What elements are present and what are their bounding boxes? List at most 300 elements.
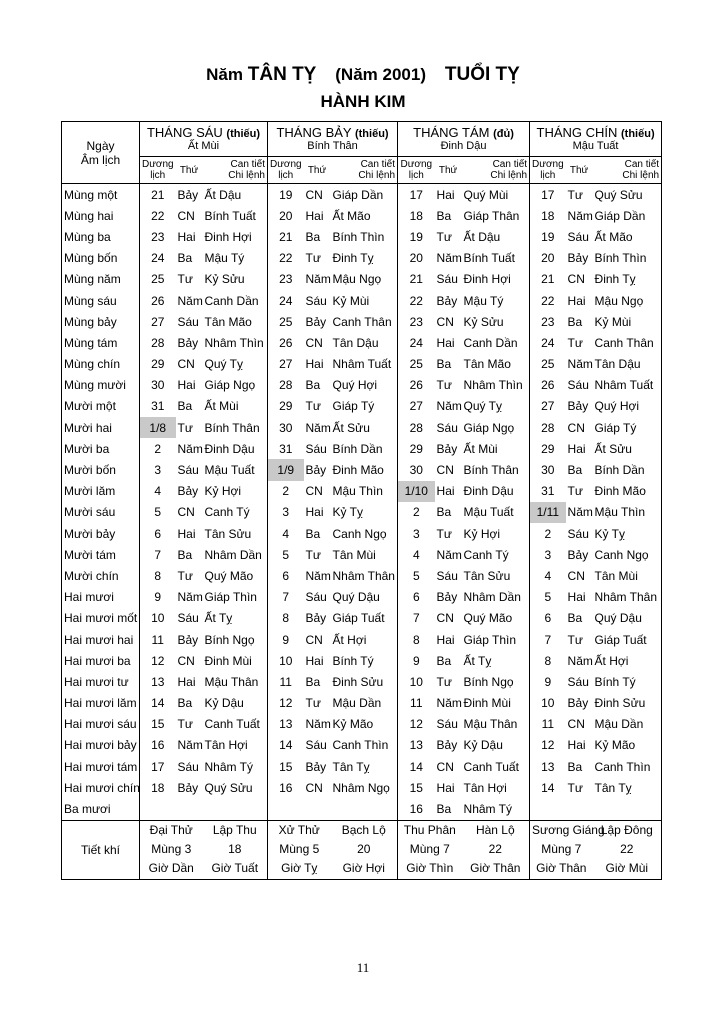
tiet-khi-entry — [530, 820, 605, 879]
solar-date: 28 — [140, 332, 176, 353]
can-chi: Mậu Tuất — [463, 505, 514, 520]
can-chi: Đinh Sửu — [332, 674, 384, 689]
table-row — [62, 587, 662, 608]
can-chi: Đinh Tỵ — [332, 251, 374, 266]
solar-date: 12 — [398, 714, 435, 735]
weekday: Bảy — [177, 187, 199, 202]
solar-date: 29 — [268, 396, 304, 417]
weekday: CN — [436, 314, 454, 329]
tiet-khi-hour: Giờ Tỵ — [281, 861, 318, 876]
weekday: Hai — [305, 208, 324, 223]
can-chi: Bính Thìn — [594, 251, 647, 266]
can-chi: Nhâm Thân — [332, 568, 395, 583]
weekday: Tư — [305, 696, 321, 711]
tiet-khi-hour: Giờ Tuất — [211, 861, 259, 876]
can-chi: Canh Tý — [204, 505, 250, 520]
weekday: Bảy — [567, 547, 589, 562]
solar-date: 18 — [140, 777, 176, 798]
solar-date: 22 — [268, 248, 304, 269]
solar-date: 11 — [530, 714, 566, 735]
lunar-day-label: Mùng chín — [64, 357, 121, 372]
weekday: Hai — [305, 357, 324, 372]
weekday: Tư — [567, 484, 583, 499]
lunar-day-label: Mùng bảy — [64, 314, 117, 329]
weekday: Hai — [567, 590, 586, 605]
lunar-day-label: Hai mươi tư — [64, 674, 129, 689]
can-chi: Tân Mão — [204, 314, 252, 329]
can-chi — [593, 798, 662, 820]
can-chi: Nhâm Thân — [594, 590, 658, 605]
weekday: Tư — [567, 187, 583, 202]
solar-date: 5 — [530, 587, 566, 608]
solar-date: 31 — [530, 481, 566, 502]
can-chi: Ất Hợi — [332, 632, 367, 647]
weekday: Bảy — [436, 590, 458, 605]
weekday: Ba — [436, 208, 452, 223]
solar-date: 6 — [530, 608, 566, 629]
weekday: Sáu — [177, 611, 199, 626]
weekday: Năm — [436, 399, 462, 414]
subheader-duong-lich: Dương lịch — [140, 157, 176, 184]
tiet-khi-entry — [331, 820, 398, 879]
can-chi: Nhâm Tuất — [332, 357, 392, 372]
tiet-khi-hour: Giờ Mùi — [605, 861, 649, 876]
solar-date: 27 — [268, 354, 304, 375]
can-chi: Giáp Tuất — [332, 611, 385, 626]
solar-date: 9 — [398, 650, 435, 671]
table-row — [62, 481, 662, 502]
table-row — [62, 735, 662, 756]
can-chi: Giáp Dần — [332, 187, 384, 202]
can-chi: Giáp Dần — [594, 208, 646, 223]
can-chi: Canh Thìn — [594, 759, 651, 774]
month-can-chi-6: Ất Mùi — [140, 140, 268, 157]
weekday: CN — [567, 717, 585, 732]
page-number: 11 — [356, 960, 370, 975]
weekday: Hai — [567, 441, 586, 456]
weekday: Bảy — [436, 441, 458, 456]
solar-date: 20 — [398, 248, 435, 269]
can-chi: Giáp Tý — [594, 420, 637, 435]
weekday: Năm — [436, 251, 462, 266]
weekday: Tư — [436, 674, 452, 689]
weekday: Năm — [177, 293, 203, 308]
solar-date: 15 — [140, 714, 176, 735]
solar-date: 8 — [530, 650, 566, 671]
tiet-khi-day: Mùng 5 — [279, 842, 320, 857]
solar-date: 17 — [530, 184, 566, 206]
solar-date: 27 — [398, 396, 435, 417]
can-chi: Tân Tỵ — [594, 780, 632, 795]
tiet-khi-name: Thu Phân — [403, 823, 456, 838]
can-chi: Mậu Ngọ — [332, 272, 382, 287]
weekday — [304, 798, 331, 820]
can-chi: Tân Dậu — [594, 357, 641, 372]
can-chi: Tân Mùi — [332, 547, 376, 562]
corner-header — [62, 122, 140, 184]
lunar-day-label: Hai mươi hai — [64, 632, 134, 647]
weekday: Bảy — [177, 335, 199, 350]
solar-date: 10 — [140, 608, 176, 629]
lunar-day-label: Hai mươi lăm — [64, 696, 137, 711]
can-chi: Nhâm Ngọ — [332, 780, 390, 795]
weekday: CN — [567, 568, 585, 583]
weekday: CN — [436, 463, 454, 478]
weekday: Bảy — [177, 484, 199, 499]
subheader-duong-lich: Dương lịch — [268, 157, 304, 184]
lunar-day-label: Mười sáu — [64, 505, 116, 520]
weekday: Sáu — [436, 420, 458, 435]
can-chi — [331, 798, 398, 820]
table-row — [62, 184, 662, 206]
subheader-duong-lich: Dương lịch — [530, 157, 566, 184]
weekday: Tư — [177, 420, 193, 435]
weekday — [566, 798, 593, 820]
weekday: Năm — [305, 568, 331, 583]
weekday: Tư — [436, 378, 452, 393]
table-row — [62, 417, 662, 438]
table-row — [62, 248, 662, 269]
can-chi: Kỷ Mão — [594, 738, 636, 753]
weekday: Năm — [177, 441, 203, 456]
can-chi: Kỷ Hợi — [204, 484, 242, 499]
can-chi: Giáp Thìn — [204, 590, 257, 605]
weekday: Ba — [177, 399, 193, 414]
lunar-day-label: Mùng bốn — [64, 251, 118, 266]
solar-date: 6 — [268, 565, 304, 586]
solar-date: 16 — [268, 777, 304, 798]
page-subtitle: HÀNH KIM — [320, 92, 406, 111]
weekday: Ba — [305, 378, 321, 393]
can-chi: Tân Mùi — [594, 568, 638, 583]
lunar-day-label: Hai mươi — [64, 590, 114, 605]
weekday: Bảy — [305, 463, 327, 478]
solar-date: 13 — [268, 714, 304, 735]
solar-date: 4 — [398, 544, 435, 565]
tiet-khi-day: 20 — [357, 842, 371, 857]
solar-date: 30 — [398, 459, 435, 480]
solar-date: 12 — [268, 693, 304, 714]
weekday: Hai — [436, 484, 455, 499]
lunar-day-label: Mùng tám — [64, 335, 118, 350]
subheader-can-chi: Can tiết Chi lệnh — [462, 157, 530, 184]
weekday: CN — [177, 505, 195, 520]
solar-date: 12 — [140, 650, 176, 671]
weekday: Ba — [567, 759, 583, 774]
solar-date: 21 — [530, 269, 566, 290]
tiet-khi-name: Sương Giáng — [532, 823, 605, 838]
can-chi: Canh Tuất — [463, 759, 519, 774]
can-chi: Giáp Thìn — [463, 632, 517, 647]
can-chi: Canh Ngọ — [332, 526, 387, 541]
can-chi: Đinh Mão — [594, 484, 646, 499]
solar-date: 26 — [398, 375, 435, 396]
weekday: Ba — [305, 526, 321, 541]
can-chi: Quý Dậu — [332, 590, 380, 605]
solar-date: 8 — [268, 608, 304, 629]
weekday: Năm — [305, 717, 331, 732]
can-chi: Ất Mùi — [204, 399, 239, 414]
weekday: Sáu — [567, 378, 589, 393]
weekday: Hai — [305, 653, 324, 668]
weekday: Tư — [567, 632, 583, 647]
solar-date — [140, 798, 176, 820]
can-chi: Ất Tỵ — [463, 653, 492, 668]
solar-date: 1/10 — [398, 481, 435, 502]
solar-date: 5 — [268, 544, 304, 565]
can-chi: Kỷ Dậu — [463, 738, 503, 753]
weekday: Ba — [305, 229, 321, 244]
solar-date: 7 — [398, 608, 435, 629]
solar-date: 7 — [140, 544, 176, 565]
solar-date: 6 — [398, 587, 435, 608]
can-chi: Quý Hợi — [594, 399, 640, 414]
solar-date: 23 — [398, 311, 435, 332]
tiet-khi-entry — [462, 820, 530, 879]
weekday: Hai — [436, 780, 455, 795]
weekday: Ba — [177, 251, 193, 266]
solar-date: 3 — [530, 544, 566, 565]
solar-date: 1/11 — [530, 502, 566, 523]
can-chi: Đinh Tỵ — [594, 272, 636, 287]
can-chi: Tân Sửu — [463, 568, 511, 583]
solar-date: 19 — [530, 226, 566, 247]
can-chi: Bính Dần — [332, 441, 383, 456]
can-chi: Quý Sửu — [594, 187, 643, 202]
can-chi: Đinh Hợi — [204, 229, 252, 244]
month-header-8: THÁNG TÁM (đủ) — [398, 122, 530, 141]
weekday: CN — [305, 187, 323, 202]
can-chi: Ất Mùi — [463, 441, 498, 456]
can-chi: Canh Dần — [204, 293, 259, 308]
table-row — [62, 629, 662, 650]
tiet-khi-name: Bạch Lộ — [341, 823, 386, 838]
weekday: Tư — [305, 547, 321, 562]
can-chi: Bính Dần — [594, 463, 645, 478]
weekday: Bảy — [436, 738, 458, 753]
weekday: Hai — [177, 526, 196, 541]
weekday: Năm — [567, 505, 593, 520]
can-chi: Quý Hợi — [332, 378, 378, 393]
lunar-day-label: Mười ba — [64, 441, 110, 456]
weekday: CN — [177, 653, 195, 668]
solar-date: 1/8 — [140, 417, 176, 438]
table-row — [62, 311, 662, 332]
title-tuoi: TUỔI TỴ — [444, 64, 520, 85]
weekday: Năm — [305, 420, 331, 435]
weekday: Sáu — [305, 293, 327, 308]
can-chi: Ất Sửu — [332, 420, 370, 435]
tiet-khi-entry — [593, 820, 662, 879]
can-chi: Nhâm Tý — [204, 759, 253, 774]
can-chi: Mậu Tý — [463, 293, 504, 308]
weekday: Ba — [177, 547, 193, 562]
weekday: Sáu — [436, 717, 458, 732]
can-chi: Mậu Dần — [332, 696, 382, 711]
can-chi: Bính Tý — [594, 674, 636, 689]
solar-date: 19 — [268, 184, 304, 206]
tiet-khi-day: 22 — [620, 842, 634, 857]
solar-date: 23 — [140, 226, 176, 247]
weekday: Tư — [436, 526, 452, 541]
solar-date: 23 — [530, 311, 566, 332]
tiet-khi-entry — [268, 820, 331, 879]
lunar-day-label: Mùng mười — [64, 378, 126, 393]
can-chi: Kỷ Hợi — [463, 526, 501, 541]
corner-line-am-lich: Âm lịch — [80, 152, 121, 167]
solar-date: 23 — [268, 269, 304, 290]
solar-date: 18 — [530, 205, 566, 226]
solar-date: 27 — [140, 311, 176, 332]
can-chi: Quý Mùi — [463, 187, 509, 202]
can-chi: Tân Sửu — [204, 526, 252, 541]
can-chi: Mậu Ngọ — [594, 293, 644, 308]
can-chi: Canh Tuất — [204, 717, 260, 732]
lunar-day-label: Mùng năm — [64, 272, 121, 287]
weekday: Bảy — [305, 611, 327, 626]
solar-date: 10 — [268, 650, 304, 671]
can-chi: Canh Dần — [463, 335, 518, 350]
can-chi: Bính Thân — [463, 463, 519, 478]
can-chi: Kỷ Mùi — [594, 314, 632, 329]
title-nam-label: Năm — [206, 65, 244, 84]
can-chi: Nhâm Dần — [204, 547, 262, 562]
weekday: Hai — [567, 293, 586, 308]
solar-date — [530, 798, 566, 820]
weekday: CN — [305, 632, 323, 647]
can-chi: Ất Sửu — [594, 441, 632, 456]
solar-date: 25 — [268, 311, 304, 332]
tiet-khi-name: Đại Thử — [149, 823, 193, 838]
solar-date: 31 — [140, 396, 176, 417]
lunar-day-label: Mười một — [64, 399, 116, 414]
can-chi: Mậu Thân — [204, 674, 259, 689]
weekday: Hai — [177, 674, 196, 689]
can-chi: Giáp Thân — [463, 208, 520, 223]
solar-date: 21 — [268, 226, 304, 247]
can-chi: Quý Dậu — [594, 611, 642, 626]
can-chi: Tân Hợi — [463, 780, 507, 795]
weekday: Năm — [567, 653, 593, 668]
solar-date: 7 — [268, 587, 304, 608]
tiet-khi-hour: Giờ Dần — [148, 861, 194, 876]
solar-date: 7 — [530, 629, 566, 650]
solar-date: 5 — [398, 565, 435, 586]
solar-date: 28 — [398, 417, 435, 438]
weekday: CN — [567, 272, 585, 287]
weekday: Ba — [436, 802, 452, 817]
tiet-khi-entry — [140, 820, 203, 879]
tiet-khi-day: Mùng 7 — [541, 842, 582, 857]
table-row — [62, 269, 662, 290]
solar-date: 25 — [398, 354, 435, 375]
can-chi: Tân Mão — [463, 357, 511, 372]
weekday: Tư — [567, 335, 583, 350]
solar-date: 16 — [140, 735, 176, 756]
can-chi: Bính Tý — [332, 653, 374, 668]
solar-date: 16 — [398, 798, 435, 820]
solar-date: 14 — [140, 693, 176, 714]
solar-date: 28 — [268, 375, 304, 396]
lunar-day-label: Mười chín — [64, 568, 119, 583]
weekday: CN — [177, 357, 195, 372]
can-chi: Đinh Mùi — [463, 696, 511, 711]
solar-date: 8 — [140, 565, 176, 586]
weekday: Sáu — [177, 314, 199, 329]
tiet-khi-entry — [398, 820, 462, 879]
weekday: CN — [305, 484, 323, 499]
weekday: Sáu — [567, 526, 589, 541]
lunar-day-label: Hai mươi ba — [64, 653, 131, 668]
weekday: Sáu — [436, 568, 458, 583]
can-chi: Tân Dậu — [332, 335, 379, 350]
weekday: Ba — [567, 611, 583, 626]
weekday: Tư — [436, 229, 452, 244]
can-chi: Quý Mão — [463, 611, 513, 626]
can-chi: Mậu Thìn — [332, 484, 383, 499]
table-row — [62, 375, 662, 396]
lunar-day-label: Mười tám — [64, 547, 116, 562]
weekday: Bảy — [305, 759, 327, 774]
solar-date: 15 — [398, 777, 435, 798]
tiet-khi-name: Lập Đông — [600, 823, 653, 838]
solar-date: 22 — [140, 205, 176, 226]
subheader-thu: Thứ — [304, 157, 331, 184]
solar-date: 21 — [398, 269, 435, 290]
solar-date: 31 — [268, 438, 304, 459]
lunar-day-label: Mùng một — [64, 187, 118, 202]
can-chi: Nhâm Tý — [463, 802, 512, 817]
table-row — [62, 650, 662, 671]
subheader-thu: Thứ — [566, 157, 593, 184]
weekday: Ba — [177, 696, 193, 711]
solar-date: 17 — [398, 184, 435, 206]
month-header-7: THÁNG BẢY (thiếu) — [268, 122, 398, 141]
weekday: CN — [567, 420, 585, 435]
table-row — [62, 459, 662, 480]
solar-date: 24 — [268, 290, 304, 311]
tiet-khi-name: Xử Thử — [278, 823, 320, 838]
solar-date: 17 — [140, 756, 176, 777]
weekday: Bảy — [567, 696, 589, 711]
can-chi: Nhâm Tuất — [594, 378, 654, 393]
lunar-calendar-table — [61, 121, 662, 880]
can-chi: Đinh Sửu — [594, 696, 646, 711]
can-chi: Đinh Hợi — [463, 272, 511, 287]
weekday: Sáu — [436, 272, 458, 287]
weekday: Hai — [436, 187, 455, 202]
solar-date: 4 — [140, 481, 176, 502]
can-chi: Kỷ Mùi — [332, 293, 370, 308]
weekday: Sáu — [567, 674, 589, 689]
weekday: Năm — [436, 547, 462, 562]
can-chi: Bính Thìn — [332, 229, 385, 244]
calendar-body — [62, 184, 662, 821]
solar-date: 9 — [140, 587, 176, 608]
weekday: Năm — [177, 738, 203, 753]
can-chi: Quý Mão — [204, 568, 254, 583]
can-chi: Giáp Ngọ — [463, 420, 515, 435]
solar-date: 6 — [140, 523, 176, 544]
weekday: Năm — [305, 272, 331, 287]
solar-date: 28 — [530, 417, 566, 438]
table-row — [62, 777, 662, 798]
solar-date: 10 — [530, 693, 566, 714]
can-chi: Đinh Mùi — [204, 653, 252, 668]
can-chi: Quý Tỵ — [463, 399, 502, 414]
solar-date: 29 — [398, 438, 435, 459]
solar-date: 9 — [530, 671, 566, 692]
